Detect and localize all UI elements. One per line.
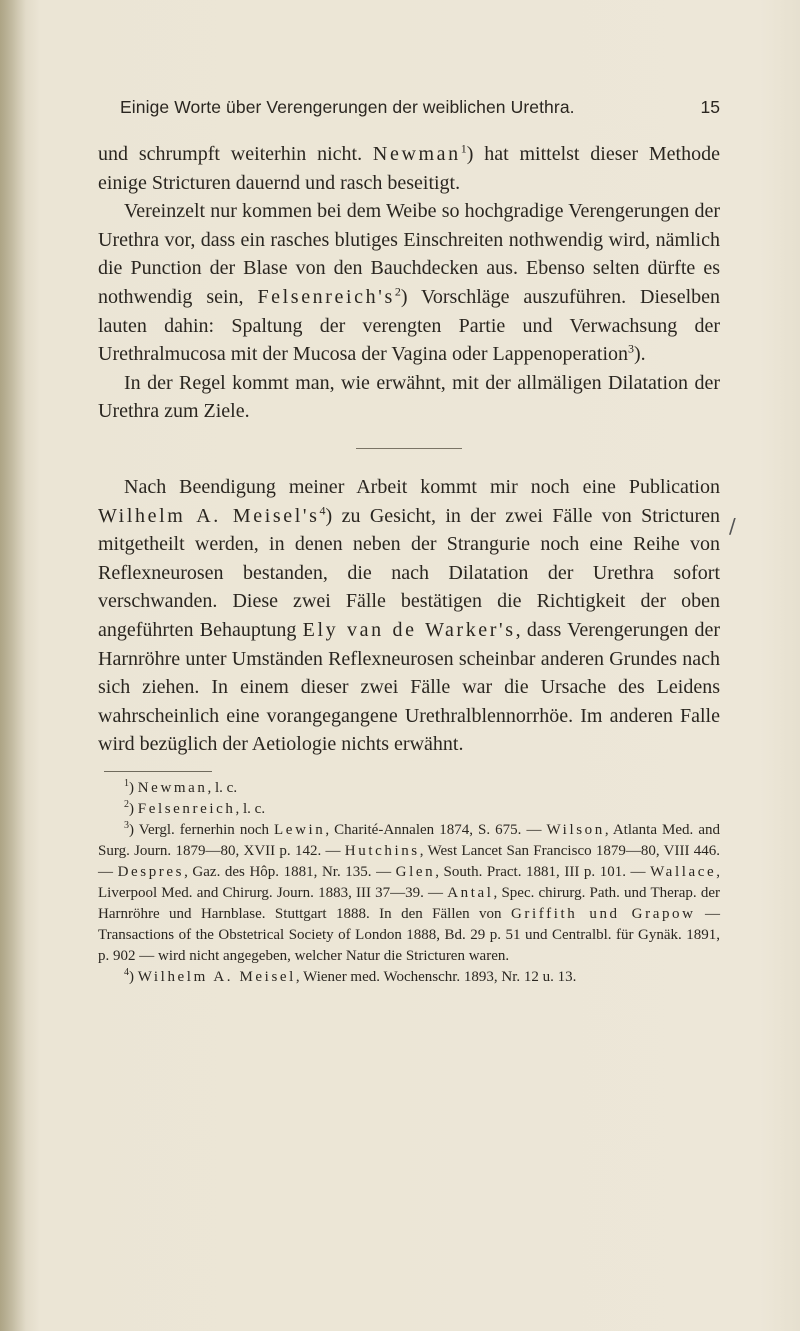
footnote-ref: 2 <box>394 284 401 299</box>
footnote-1: $^1$) Newman, l. c. <box>124 777 238 796</box>
page-number: 15 <box>700 97 720 117</box>
paragraph-2: Vereinzelt nur kommen bei dem Weibe so hochgradige Verengerungen der Urethra vor, dass ein rasches blutiges Einschreiten nothwendig wird, nämlich die Punction der Blase von den Bauchdecken aus. Ebenso selten dürfte es nothwendig sein, $Felsenreich's^2$) Vorschläge auszuführen. Dieselben lauten dahin: Spaltung der verengten Partie und Verwachsung der Urethralmucosa mit der Mucosa der Vagina oder Lappenoperation$^3$). <box>98 200 721 366</box>
footnote-ref: 3 <box>628 341 634 356</box>
footnote-ref: 4 <box>319 502 326 517</box>
author-name: Newman <box>372 143 461 165</box>
paragraph-4: Nach Beendigung meiner Arbeit kommt mir noch eine Publication Wilhelm A. $Meisel's^4$) zu Gesicht, in der zwei Fälle von Stricturen mitgetheilt werden, in denen neben der Strangurie noch eine Reihe von Reflexneurosen bestanden, die nach Dilatation der Urethra sofort verschwanden. Diese zwei Fälle bestätigen die Richtigkeit der oben angeführten Behauptung Ely van de Warker's, dass Verengerungen der Harnröhre unter Umständen Reflexneurosen scheinbar anderen Grundes nach sich ziehen. In einem dieser zwei Fälle war die Ursache des Leidens wahrscheinlich eine vorangegangene Urethralblennorrhöe. Im anderen Falle wird bezüglich der Aetiologie nichts erwähnt. <box>98 475 720 756</box>
footnote-3: $^3$) Vergl. fernerhin noch Lewin, Charité-Annalen 1874, S. 675. — Wilson, Atlanta Med. and Surg. Journ. 1879—80, XVII p. 142. — Hutchins, West Lancet San Francisco 1879—80, VIII 446. — Despres, Gaz. des Hôp. 1881, Nr. 135. — Glen, South. Pract. 1881, III p. 101. — Wallace, Liverpool Med. and Chirurg. Journ. 1883, III 37—39. — Antal, Spec. chirurg. Path. und Therap. der Harnröhre und Harnblase. Stuttgart 1888. In den Fällen von Griffith und Grapow — Transactions of the Obstetrical Society of London 1888, Bd. 29 p. 51 und Centralbl. für Gynäk. 1891, p. 902 — wird nicht angegeben, welcher Natur die Stricturen waren. <box>98 819 721 964</box>
running-head: Einige Worte über Verengerungen der weiblichen Urethra. <box>120 97 575 117</box>
footnotes <box>98 778 720 988</box>
paragraph-1: und schrumpft weiterhin nicht. Newman$^1$) hat mittelst dieser Methode einige Stricturen dauernd und rasch beseitigt. <box>98 141 720 194</box>
author-name: Felsenreich's <box>257 285 395 308</box>
page-header <box>120 97 720 125</box>
spine-shadow <box>0 0 26 1331</box>
author-name: Ely van de Warker's <box>302 618 516 641</box>
margin-pencil-mark: / <box>729 514 736 538</box>
footnote-2: $^2$) Felsenreich, l. c. <box>124 798 266 817</box>
paragraph-3: In der Regel kommt man, wie erwähnt, mit der allmäligen Dilatation der Urethra zum Ziele. <box>98 371 720 423</box>
footnote-ref: 1 <box>460 141 467 156</box>
section-divider <box>356 448 462 449</box>
body-text <box>98 140 720 988</box>
footnote-divider <box>104 771 212 772</box>
author-name: Wilhelm A. Meisel's <box>98 504 320 527</box>
footnote-4: $^4$) Wilhelm A. Meisel, Wiener med. Wochenschr. 1893, Nr. 12 u. 13. <box>124 966 577 985</box>
